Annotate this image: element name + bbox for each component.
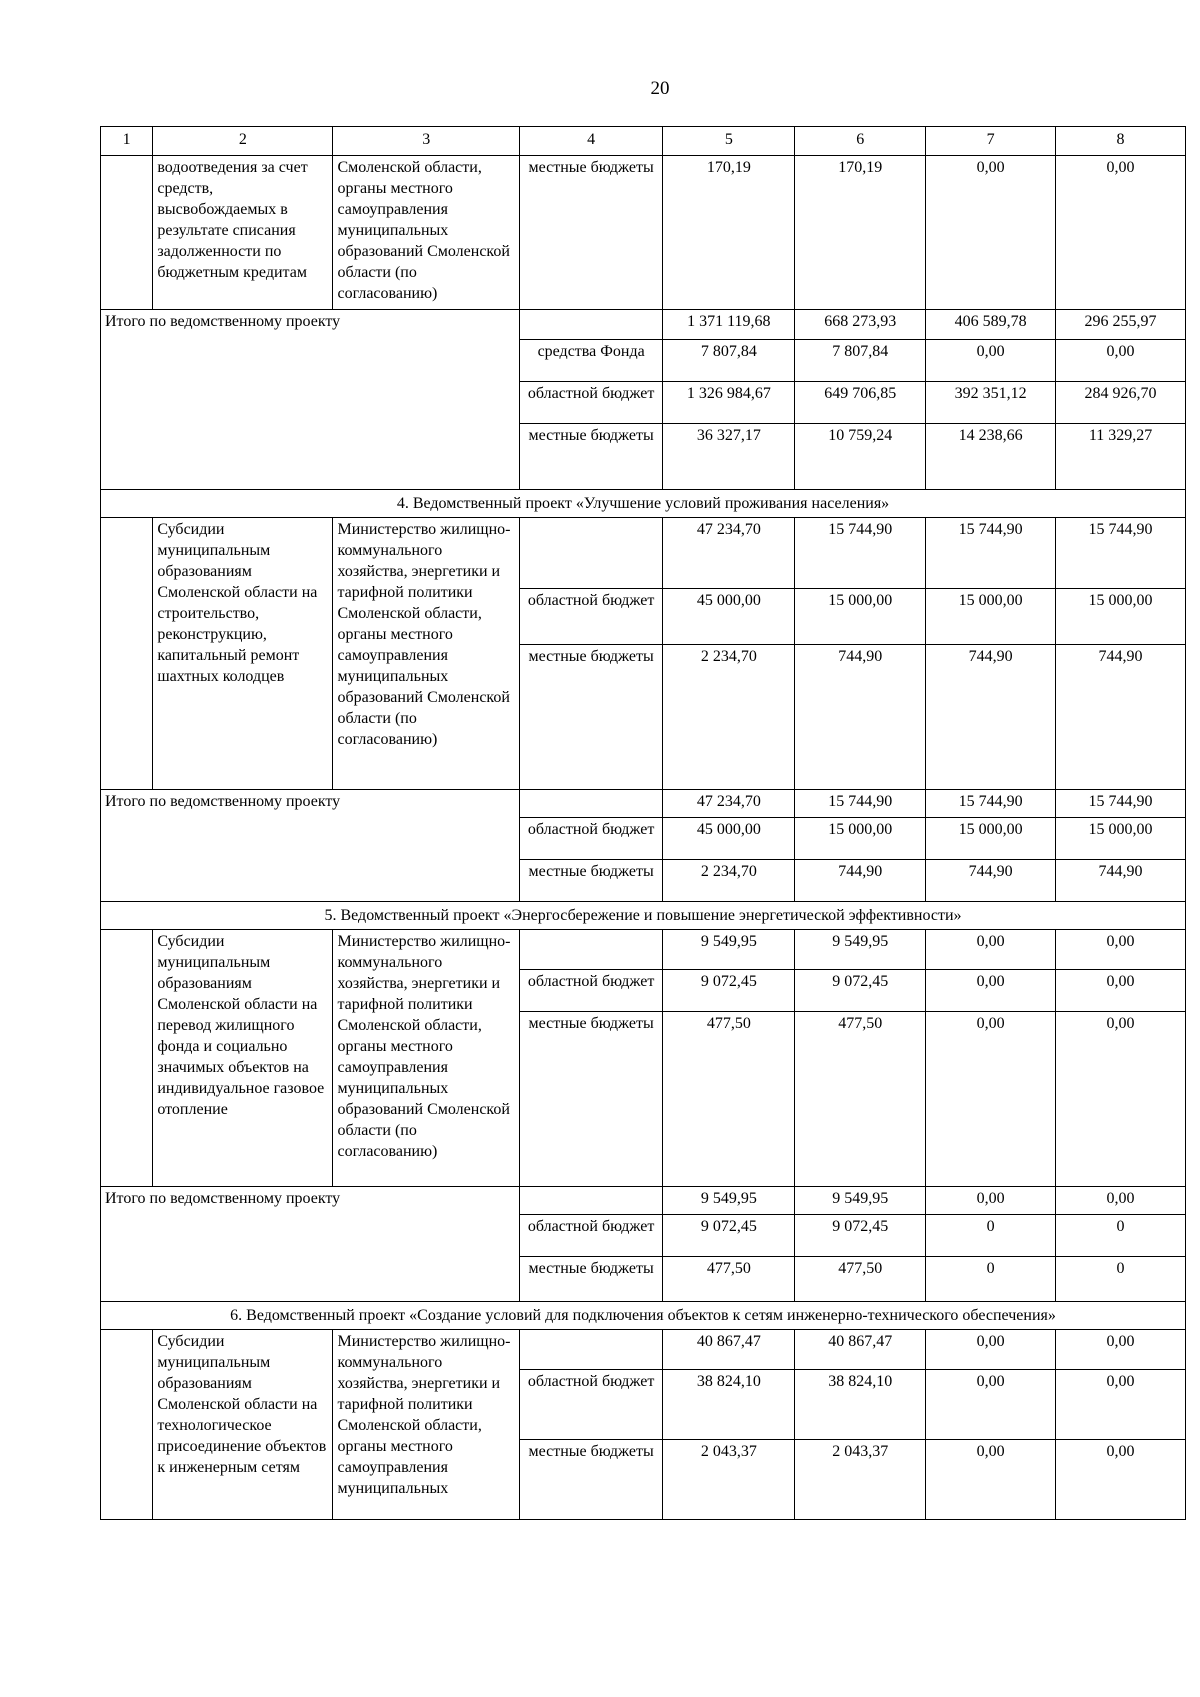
value-cell: 9 549,95	[663, 930, 795, 970]
source-cell: местные бюджеты	[519, 1440, 662, 1520]
table-row	[101, 518, 1186, 589]
value-cell: 0	[926, 1215, 1056, 1257]
source-cell: областной бюджет	[519, 589, 662, 645]
column-header: 7	[926, 127, 1056, 156]
value-cell: 0,00	[1056, 1012, 1186, 1187]
section-title-row	[101, 1302, 1186, 1330]
value-cell: 0,00	[926, 1440, 1056, 1520]
value-cell: 45 000,00	[663, 818, 795, 860]
value-cell: 15 744,90	[795, 790, 926, 818]
value-cell: 744,90	[926, 860, 1056, 902]
value-cell: 0,00	[926, 1370, 1056, 1440]
value-cell: 0,00	[926, 1187, 1056, 1215]
value-cell: 15 000,00	[795, 589, 926, 645]
value-cell: 0,00	[926, 1330, 1056, 1370]
value-cell: 0,00	[1056, 1330, 1186, 1370]
value-cell: 668 273,93	[795, 310, 926, 340]
measure-cell: Субсидии муниципальным образованиям Смоленской области на перевод жилищного фонда и социально значимых объектов на индивидуальное газовое отопление	[153, 930, 333, 1187]
source-cell: местные бюджеты	[519, 1257, 662, 1302]
value-cell: 9 549,95	[795, 1187, 926, 1215]
total-label: Итого по ведомственному проекту	[101, 1187, 520, 1302]
value-cell: 0,00	[926, 340, 1056, 382]
column-header: 6	[795, 127, 926, 156]
value-cell: 744,90	[1056, 645, 1186, 790]
value-cell: 0,00	[926, 970, 1056, 1012]
value-cell: 15 744,90	[1056, 518, 1186, 589]
source-cell: областной бюджет	[519, 818, 662, 860]
value-cell: 9 549,95	[795, 930, 926, 970]
value-cell: 1 326 984,67	[663, 382, 795, 424]
source-cell: местные бюджеты	[519, 424, 662, 490]
section-title: 4. Ведомственный проект «Улучшение условий проживания населения»	[101, 490, 1186, 518]
value-cell: 284 926,70	[1056, 382, 1186, 424]
total-label: Итого по ведомственному проекту	[101, 310, 520, 490]
value-cell: 0,00	[926, 156, 1056, 310]
page-number: 20	[650, 78, 670, 99]
source-cell: областной бюджет	[519, 382, 662, 424]
executor-cell: Смоленской области, органы местного самоуправления муниципальных образований Смоленской области (по согласованию)	[333, 156, 519, 310]
value-cell: 2 234,70	[663, 860, 795, 902]
source-cell: областной бюджет	[519, 1370, 662, 1440]
column-header: 1	[101, 127, 153, 156]
value-cell: 9 549,95	[663, 1187, 795, 1215]
value-cell: 15 744,90	[1056, 790, 1186, 818]
value-cell: 0	[1056, 1215, 1186, 1257]
section-title-row	[101, 902, 1186, 930]
value-cell: 0,00	[1056, 156, 1186, 310]
source-cell: областной бюджет	[519, 970, 662, 1012]
source-cell: средства Фонда	[519, 340, 662, 382]
measure-cell: Субсидии муниципальным образованиям Смоленской области на строительство, реконструкцию, капитальный ремонт шахтных колодцев	[153, 518, 333, 790]
source-cell: местные бюджеты	[519, 156, 662, 310]
total-row	[101, 310, 1186, 340]
value-cell: 0,00	[926, 1012, 1056, 1187]
value-cell: 9 072,45	[795, 970, 926, 1012]
source-cell: областной бюджет	[519, 1215, 662, 1257]
total-row	[101, 790, 1186, 818]
value-cell: 15 744,90	[795, 518, 926, 589]
value-cell: 744,90	[926, 645, 1056, 790]
value-cell: 38 824,10	[663, 1370, 795, 1440]
value-cell: 0,00	[1056, 1187, 1186, 1215]
value-cell: 2 043,37	[795, 1440, 926, 1520]
section-title: 5. Ведомственный проект «Энергосбережение и повышение энергетической эффективности»	[101, 902, 1186, 930]
source-cell: местные бюджеты	[519, 1012, 662, 1187]
value-cell: 0,00	[926, 930, 1056, 970]
column-header-row	[101, 127, 1186, 156]
column-header: 2	[153, 127, 333, 156]
section-title-row	[101, 490, 1186, 518]
value-cell: 2 043,37	[663, 1440, 795, 1520]
value-cell: 9 072,45	[795, 1215, 926, 1257]
column-header: 3	[333, 127, 519, 156]
column-header: 4	[519, 127, 662, 156]
table-row	[101, 1330, 1186, 1370]
table-row	[101, 156, 1186, 310]
value-cell: 7 807,84	[663, 340, 795, 382]
value-cell: 40 867,47	[795, 1330, 926, 1370]
value-cell: 0,00	[1056, 930, 1186, 970]
value-cell: 36 327,17	[663, 424, 795, 490]
source-cell: местные бюджеты	[519, 860, 662, 902]
value-cell: 15 000,00	[1056, 589, 1186, 645]
measure-cell: Субсидии муниципальным образованиям Смоленской области на технологическое присоединение объектов к инженерным сетям	[153, 1330, 333, 1520]
value-cell: 744,90	[1056, 860, 1186, 902]
value-cell: 0	[926, 1257, 1056, 1302]
value-cell: 477,50	[795, 1257, 926, 1302]
total-label: Итого по ведомственному проекту	[101, 790, 520, 902]
executor-cell: Министерство жилищно-коммунального хозяйства, энергетики и тарифной политики Смоленской области, органы местного самоуправления муниципальных образований Смоленской области (по согласованию)	[333, 518, 519, 790]
value-cell: 15 000,00	[926, 589, 1056, 645]
value-cell: 649 706,85	[795, 382, 926, 424]
value-cell: 477,50	[663, 1012, 795, 1187]
value-cell: 14 238,66	[926, 424, 1056, 490]
total-row	[101, 1187, 1186, 1215]
budget-table	[100, 126, 1186, 1520]
section-title: 6. Ведомственный проект «Создание условий для подключения объектов к сетям инженерно-технического обеспечения»	[101, 1302, 1186, 1330]
value-cell: 45 000,00	[663, 589, 795, 645]
executor-cell: Министерство жилищно-коммунального хозяйства, энергетики и тарифной политики Смоленской области, органы местного самоуправления муниципальных	[333, 1330, 519, 1520]
value-cell: 47 234,70	[663, 518, 795, 589]
value-cell: 744,90	[795, 645, 926, 790]
value-cell: 9 072,45	[663, 1215, 795, 1257]
value-cell: 0,00	[1056, 970, 1186, 1012]
value-cell: 11 329,27	[1056, 424, 1186, 490]
value-cell: 477,50	[663, 1257, 795, 1302]
table-row	[101, 930, 1186, 970]
value-cell: 38 824,10	[795, 1370, 926, 1440]
value-cell: 2 234,70	[663, 645, 795, 790]
value-cell: 0	[1056, 1257, 1186, 1302]
value-cell: 477,50	[795, 1012, 926, 1187]
executor-cell: Министерство жилищно-коммунального хозяйства, энергетики и тарифной политики Смоленской области, органы местного самоуправления муниципальных образований Смоленской области (по согласованию)	[333, 930, 519, 1187]
value-cell: 406 589,78	[926, 310, 1056, 340]
value-cell: 0,00	[1056, 1370, 1186, 1440]
value-cell: 15 744,90	[926, 518, 1056, 589]
source-cell: местные бюджеты	[519, 645, 662, 790]
column-header: 8	[1056, 127, 1186, 156]
column-header: 5	[663, 127, 795, 156]
value-cell: 170,19	[795, 156, 926, 310]
value-cell: 1 371 119,68	[663, 310, 795, 340]
value-cell: 15 000,00	[795, 818, 926, 860]
value-cell: 744,90	[795, 860, 926, 902]
value-cell: 0,00	[1056, 340, 1186, 382]
value-cell: 15 000,00	[1056, 818, 1186, 860]
value-cell: 15 744,90	[926, 790, 1056, 818]
value-cell: 392 351,12	[926, 382, 1056, 424]
value-cell: 296 255,97	[1056, 310, 1186, 340]
measure-cell: водоотведения за счет средств, высвобождаемых в результате списания задолженности по бюджетным кредитам	[153, 156, 333, 310]
value-cell: 7 807,84	[795, 340, 926, 382]
value-cell: 9 072,45	[663, 970, 795, 1012]
value-cell: 170,19	[663, 156, 795, 310]
value-cell: 47 234,70	[663, 790, 795, 818]
value-cell: 0,00	[1056, 1440, 1186, 1520]
value-cell: 10 759,24	[795, 424, 926, 490]
value-cell: 15 000,00	[926, 818, 1056, 860]
value-cell: 40 867,47	[663, 1330, 795, 1370]
